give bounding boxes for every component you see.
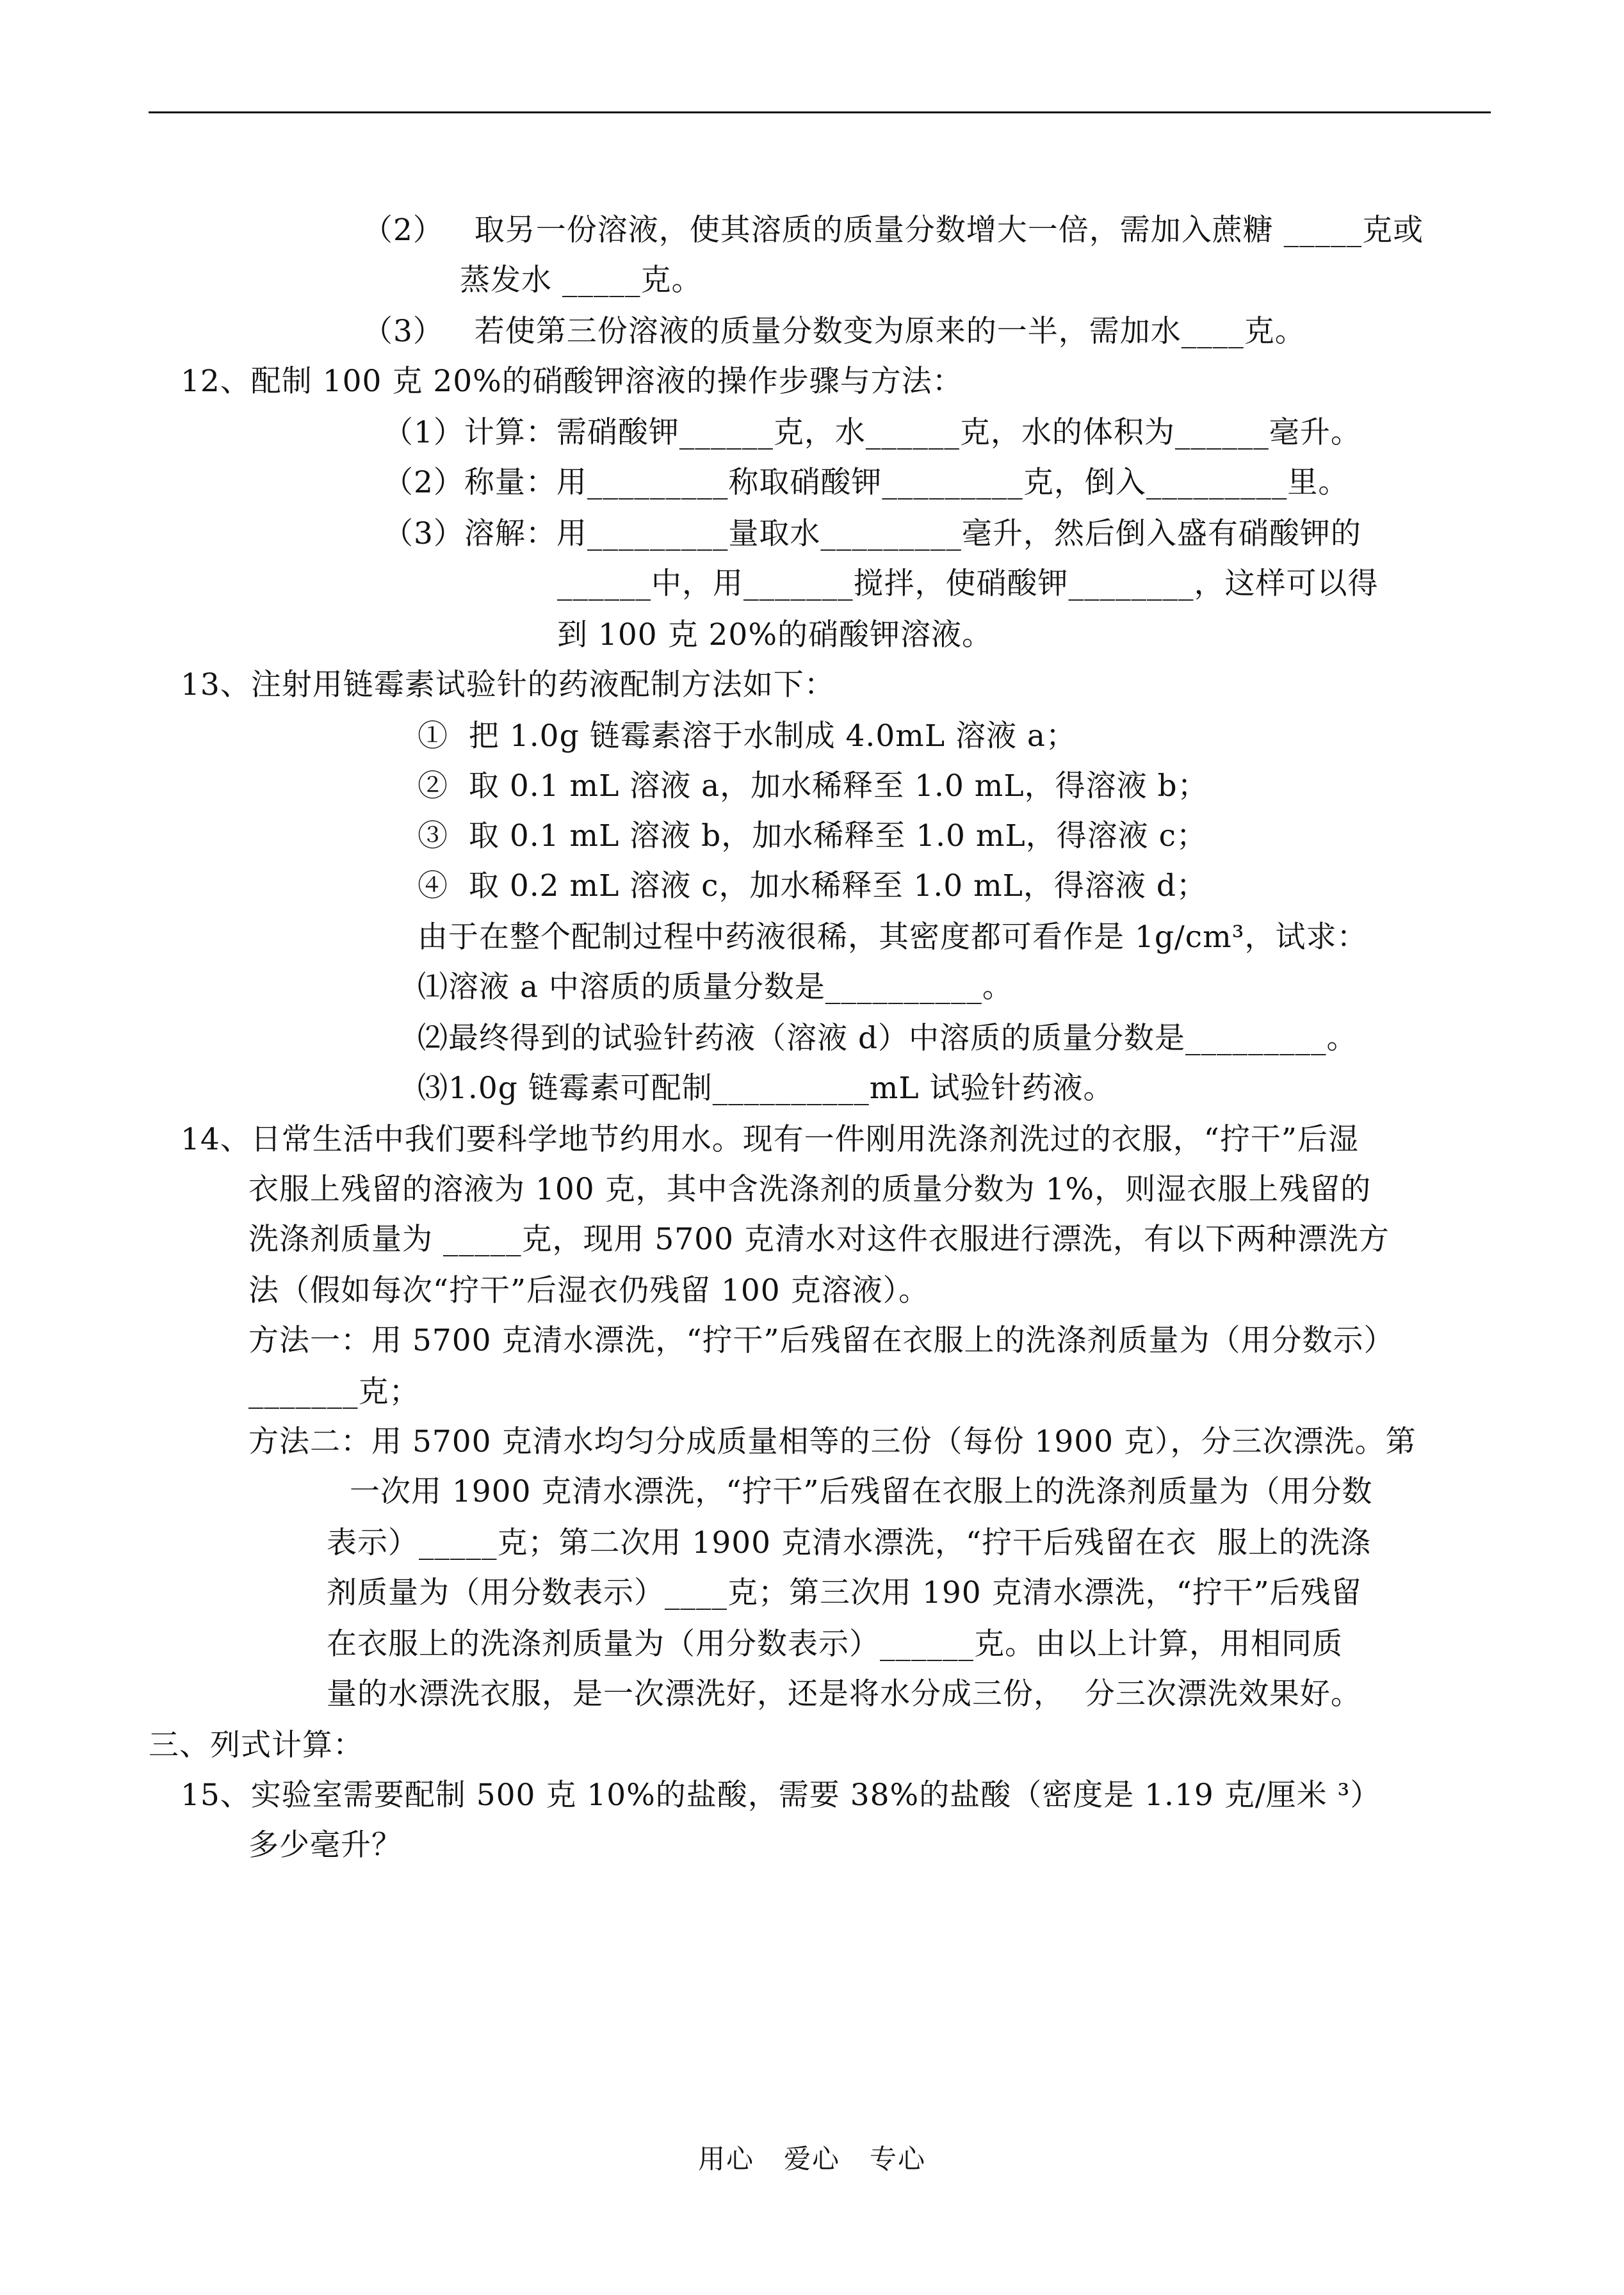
q12-step3-line1: （3）溶解：用_________量取水_________毫升，然后倒入盛有硝酸钾的 — [383, 516, 1361, 551]
q14-method2-line4: 剂质量为（用分数表示）____克；第三次用 190 克清水漂洗，“拧干”后残留 — [327, 1575, 1362, 1610]
q13-sub3: ⑶1.0g 链霉素可配制__________mL 试验针药液。 — [418, 1071, 1114, 1106]
q12-title: 12、配制 100 克 20%的硝酸钾溶液的操作步骤与方法： — [181, 364, 963, 399]
q11-part2-line1: （2） 取另一份溶液，使其溶质的质量分数增大一倍，需加入蔗糖 _____克或 — [362, 213, 1424, 248]
q13-step3: ③ 取 0.1 mL 溶液 b，加水稀释至 1.0 mL，得溶液 c； — [418, 818, 1207, 854]
q14-method2-line3: 表示）_____克；第二次用 1900 克清水漂洗，“拧干后残留在衣 服上的洗涤 — [327, 1525, 1371, 1561]
q14-line3: 洗涤剂质量为 _____克，现用 5700 克清水对这件衣服进行漂洗，有以下两种漂洗方 — [248, 1222, 1390, 1257]
q13-step4: ④ 取 0.2 mL 溶液 c，加水稀释至 1.0 mL，得溶液 d； — [418, 868, 1207, 904]
q15-line1: 15、实验室需要配制 500 克 10%的盐酸，需要 38%的盐酸（密度是 1.19 克/厘米 ³） — [181, 1778, 1381, 1813]
q14-line4: 法（假如每次“拧干”后湿衣仍残留 100 克溶液）。 — [248, 1273, 930, 1308]
q13-sub1: ⑴溶液 a 中溶质的质量分数是__________。 — [418, 969, 1013, 1005]
q11-part2-line2: 蒸发水 _____克。 — [460, 263, 702, 298]
q15-line2: 多少毫升？ — [248, 1828, 402, 1863]
q14-method1-line2: _______克； — [248, 1374, 420, 1409]
q14-method2-line5: 在衣服上的洗涤剂质量为（用分数表示）______克。由以上计算，用相同质 — [327, 1626, 1343, 1662]
q14-line2: 衣服上残留的溶液为 100 克，其中含洗涤剂的质量分数为 1%，则湿衣服上残留的 — [248, 1172, 1372, 1207]
q14-line1: 14、日常生活中我们要科学地节约用水。现有一件刚用洗涤剂洗过的衣服，“拧干”后湿 — [181, 1122, 1359, 1157]
q12-step3-line3: 到 100 克 20%的硝酸钾溶液。 — [557, 617, 993, 653]
q12-step1: （1）计算：需硝酸钾______克，水______克，水的体积为______毫升。 — [383, 415, 1361, 450]
q12-step2: （2）称量：用_________称取硝酸钾_________克，倒入_________里。 — [383, 465, 1349, 500]
page-footer: 用心 爱心 专心 — [697, 2143, 927, 2175]
q14-method2-line2: 一次用 1900 克清水漂洗，“拧干”后残留在衣服上的洗涤剂质量为（用分数 — [339, 1474, 1373, 1509]
q14-method2-line1: 方法二：用 5700 克清水均匀分成质量相等的三份（每份 1900 克），分三次漂洗。第 — [248, 1424, 1417, 1459]
q14-method1-line1: 方法一：用 5700 克清水漂洗，“拧干”后残留在衣服上的洗涤剂质量为（用分数示） — [248, 1323, 1395, 1358]
q11-part3: （3） 若使第三份溶液的质量分数变为原来的一半，需加水____克。 — [362, 314, 1306, 349]
section-3-heading: 三、列式计算： — [149, 1728, 364, 1763]
q13-density-note: 由于在整个配制过程中药液很稀，其密度都可看作是 1g/cm³，试求： — [418, 920, 1368, 955]
header-rule — [149, 111, 1491, 113]
q13-step1: ① 把 1.0g 链霉素溶于水制成 4.0mL 溶液 a； — [418, 718, 1076, 754]
q12-step3-line2: ______中，用_______搅拌，使硝酸钾________，这样可以得 — [557, 566, 1379, 601]
q14-method2-line6: 量的水漂洗衣服，是一次漂洗好，还是将水分成三份， 分三次漂洗效果好。 — [327, 1676, 1361, 1712]
q13-title: 13、注射用链霉素试验针的药液配制方法如下： — [181, 667, 835, 702]
q13-step2: ② 取 0.1 mL 溶液 a，加水稀释至 1.0 mL，得溶液 b； — [418, 768, 1208, 804]
q13-sub2: ⑵最终得到的试验针药液（溶液 d）中溶质的质量分数是_________。 — [418, 1021, 1358, 1056]
